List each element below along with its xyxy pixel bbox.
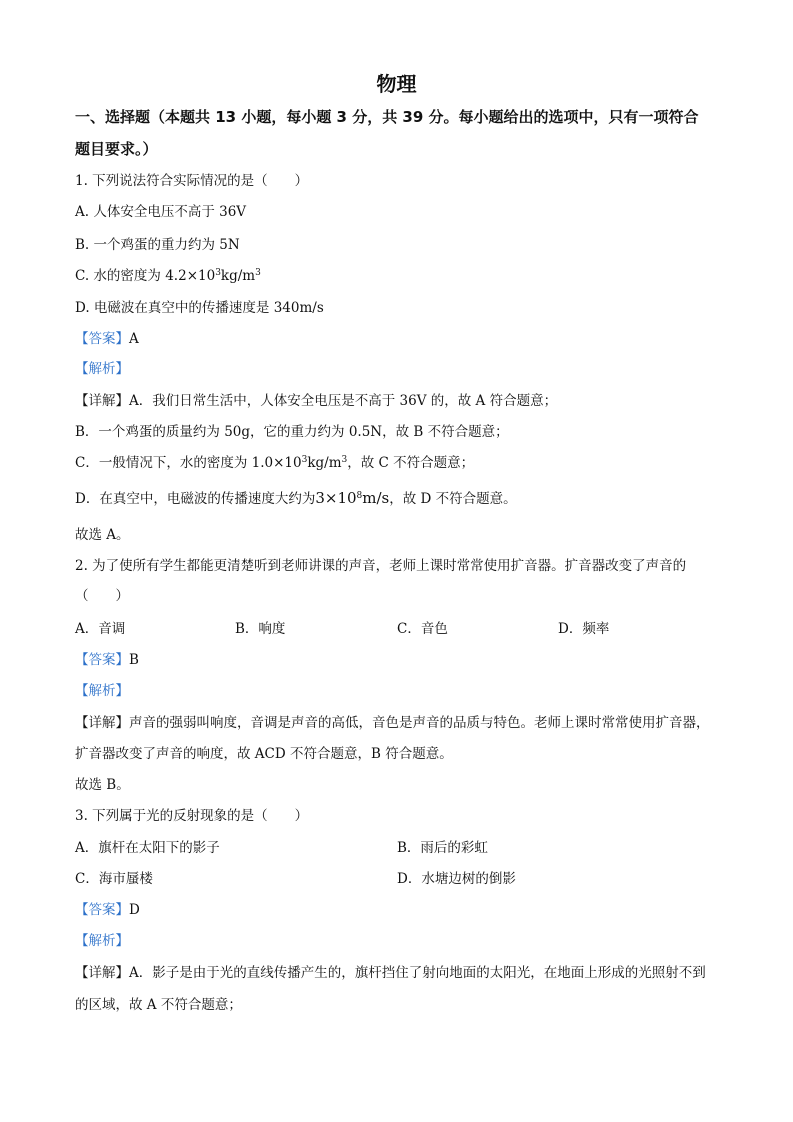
- q2-analysis-tag: 【解析】: [75, 683, 129, 699]
- q1-stem: 1. 下列说法符合实际情况的是（ ）: [75, 173, 309, 189]
- q2-answer: 【答案】B: [75, 652, 139, 668]
- q3-stem: 3. 下列属于光的反射现象的是（ ）: [75, 808, 309, 824]
- q1-analysis-tag: 【解析】: [75, 361, 129, 377]
- page-title: 物理: [376, 72, 417, 96]
- q3-option-b: B．雨后的彩虹: [397, 840, 488, 856]
- q2-stem-line-2: （ ）: [75, 588, 129, 604]
- q2-option-b: B．响度: [235, 621, 286, 637]
- detail-tag: 【详解】: [75, 393, 129, 409]
- section-heading-line-2: 题目要求。）: [75, 140, 158, 158]
- q1-detail-4: D．在真空中，电磁波的传播速度大约为$3\times 10^8m/s$，故 D 不符合题意。: [75, 489, 517, 507]
- q1-option-a: A. 人体安全电压不高于 36V: [75, 204, 247, 220]
- q3-option-a: A．旗杆在太阳下的影子: [75, 840, 220, 856]
- q3-detail-1: 【详解】A．影子是由于光的直线传播产生的，旗杆挡住了射向地面的太阳光，在地面上形成的光照射不到: [75, 965, 706, 981]
- q2-stem-line-1: 2. 为了使所有学生都能更清楚听到老师讲课的声音，老师上课时常常使用扩音器。扩音器改变了声音的: [75, 558, 687, 574]
- q2-option-d: D．频率: [558, 621, 610, 637]
- section-heading-line-1: 一、选择题（本题共 13 小题，每小题 3 分，共 39 分。每小题给出的选项中，只有一项符合: [75, 108, 699, 126]
- q3-option-c: C．海市蜃楼: [75, 871, 153, 887]
- q2-option-a: A．音调: [75, 621, 126, 637]
- detail-tag: 【详解】: [75, 715, 129, 731]
- q1-detail-2: B．一个鸡蛋的质量约为 50g，它的重力约为 0.5N，故 B 不符合题意；: [75, 424, 509, 440]
- answer-tag: 【答案】: [75, 902, 129, 918]
- q1-detail-3: C．一般情况下，水的密度为 $1.0\times 10^3kg/m^3$，故 C 不符合题意；: [75, 455, 475, 471]
- q2-conclusion: 故选 B。: [75, 777, 130, 793]
- q2-detail-1: 【详解】声音的强弱叫响度，音调是声音的高低，音色是声音的品质与特色。老师上课时常常使用扩音器，: [75, 715, 710, 731]
- q2-detail-2: 扩音器改变了声音的响度，故 ACD 不符合题意，B 符合题意。: [75, 746, 453, 762]
- q3-option-d: D．水塘边树的倒影: [397, 871, 516, 887]
- q3-detail-2: 的区域，故 A 不符合题意；: [75, 997, 242, 1013]
- q1-detail-1: 【详解】A．我们日常生活中，人体安全电压是不高于 36V 的，故 A 符合题意；: [75, 393, 558, 409]
- q1-option-d: D. 电磁波在真空中的传播速度是 340m/s: [75, 300, 324, 316]
- q3-answer: 【答案】D: [75, 902, 140, 918]
- q1-option-b: B. 一个鸡蛋的重力约为 5N: [75, 237, 240, 253]
- detail-tag: 【详解】: [75, 965, 129, 981]
- q1-conclusion: 故选 A。: [75, 527, 130, 543]
- q3-analysis-tag: 【解析】: [75, 933, 129, 949]
- answer-tag: 【答案】: [75, 331, 129, 347]
- q1-option-c: C. 水的密度为 $4.2\times 10^3kg/m^3$: [75, 268, 261, 284]
- answer-tag: 【答案】: [75, 652, 129, 668]
- q1-answer: 【答案】A: [75, 331, 139, 347]
- q2-option-c: C．音色: [397, 621, 448, 637]
